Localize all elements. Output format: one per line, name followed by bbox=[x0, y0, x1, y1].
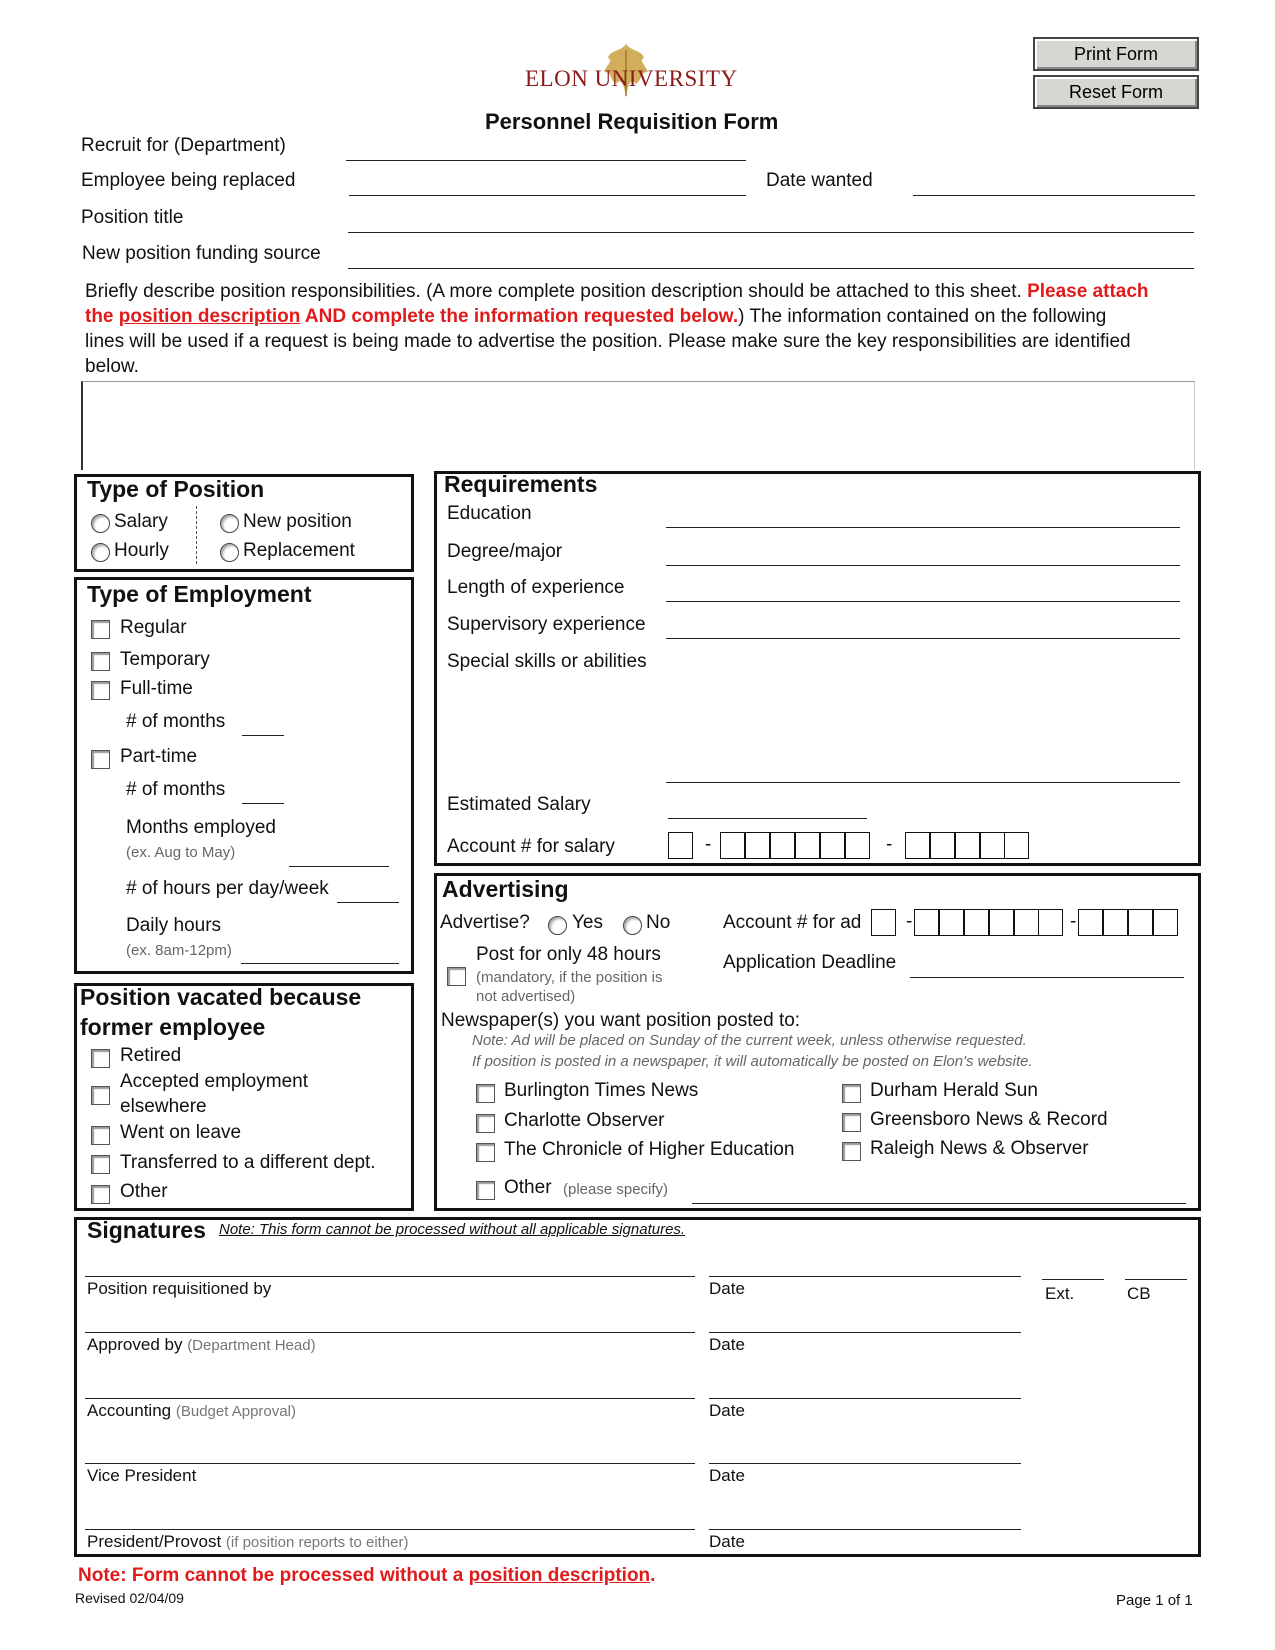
length-label: Length of experience bbox=[447, 577, 625, 598]
post-48-hint-1: (mandatory, if the position is bbox=[476, 969, 663, 986]
part-time-label: Part-time bbox=[120, 746, 198, 767]
page-number: Page 1 of 1 bbox=[1116, 1592, 1193, 1609]
salary-account-cell[interactable] bbox=[980, 832, 1005, 859]
signature-row-title: President/Provost bbox=[87, 1532, 222, 1551]
advertising-title: Advertising bbox=[442, 876, 569, 902]
date-label: Date bbox=[709, 1401, 745, 1420]
ad-account-cell[interactable] bbox=[1014, 909, 1039, 936]
application-deadline-field[interactable] bbox=[910, 977, 1184, 978]
newspapers-note-1: Note: Ad will be placed on Sunday of the current week, unless otherwise requested. bbox=[472, 1032, 1027, 1049]
special-skills-field[interactable] bbox=[666, 782, 1180, 783]
type-of-position-title: Type of Position bbox=[87, 476, 265, 502]
ad-account-cell[interactable] bbox=[871, 909, 896, 936]
account-dash-1: - bbox=[705, 834, 712, 855]
estimated-salary-field[interactable] bbox=[668, 818, 867, 819]
months-employed-label: Months employed bbox=[126, 817, 276, 838]
date-line[interactable] bbox=[709, 1463, 1021, 1464]
vacated-other-checkbox[interactable] bbox=[91, 1185, 110, 1204]
signature-line[interactable] bbox=[85, 1529, 695, 1530]
newspaper-checkbox[interactable] bbox=[476, 1084, 495, 1103]
position-title-field[interactable] bbox=[348, 232, 1194, 233]
regular-label: Regular bbox=[120, 617, 187, 638]
supervisory-label: Supervisory experience bbox=[447, 614, 646, 635]
vacated-title-1: Position vacated because bbox=[80, 984, 362, 1010]
department-field[interactable] bbox=[346, 160, 746, 161]
ad-account-cell[interactable] bbox=[1128, 909, 1153, 936]
temporary-checkbox[interactable] bbox=[91, 652, 110, 671]
signatures-section bbox=[74, 1217, 1201, 1557]
degree-label: Degree/major bbox=[447, 541, 563, 562]
special-skills-label: Special skills or abilities bbox=[447, 651, 647, 672]
post-48-hint-2: not advertised) bbox=[476, 988, 576, 1005]
description-paragraph bbox=[85, 279, 1195, 379]
hourly-label: Hourly bbox=[114, 540, 169, 561]
daily-hours-label: Daily hours bbox=[126, 915, 222, 936]
estimated-salary-label: Estimated Salary bbox=[447, 794, 591, 815]
footer-note-end: . bbox=[650, 1565, 656, 1586]
degree-field[interactable] bbox=[666, 565, 1180, 566]
ext-label: Ext. bbox=[1045, 1284, 1075, 1303]
transferred-label: Transferred to a different dept. bbox=[120, 1152, 376, 1173]
date-label: Date bbox=[709, 1466, 745, 1485]
position-divider bbox=[196, 506, 197, 564]
newspaper-label: Burlington Times News bbox=[504, 1080, 699, 1101]
vacated-title-2: former employee bbox=[80, 1014, 266, 1040]
salary-account-cell[interactable] bbox=[845, 832, 870, 859]
salary-label: Salary bbox=[114, 511, 168, 532]
ad-account-cell[interactable] bbox=[1103, 909, 1128, 936]
replaced-field[interactable] bbox=[349, 195, 746, 196]
post-48-hours-checkbox[interactable] bbox=[447, 967, 466, 986]
account-ad-label: Account # for ad bbox=[723, 912, 862, 933]
newspaper-label: Durham Herald Sun bbox=[870, 1080, 1038, 1101]
yes-label: Yes bbox=[572, 912, 603, 933]
ad-dash-2: - bbox=[1070, 911, 1077, 932]
date-wanted-field[interactable] bbox=[913, 195, 1195, 196]
salary-account-cell[interactable] bbox=[930, 832, 955, 859]
signature-row-label bbox=[87, 1335, 316, 1355]
ad-account-cell[interactable] bbox=[989, 909, 1014, 936]
daily-hours-field[interactable] bbox=[241, 963, 399, 964]
newspaper-label: Charlotte Observer bbox=[504, 1110, 665, 1131]
funding-label: New position funding source bbox=[82, 243, 321, 264]
post-48-label: Post for only 48 hours bbox=[476, 944, 661, 965]
regular-checkbox[interactable] bbox=[91, 620, 110, 639]
signature-row-label bbox=[87, 1532, 409, 1552]
newspapers-label: Newspaper(s) you want position posted to: bbox=[441, 1010, 801, 1031]
ad-account-cell[interactable] bbox=[1153, 909, 1178, 936]
education-label: Education bbox=[447, 503, 532, 524]
accepted-label-1: Accepted employment bbox=[120, 1071, 308, 1092]
description-text-4: below. bbox=[85, 356, 139, 377]
newspaper-label: Raleigh News & Observer bbox=[870, 1138, 1089, 1159]
newspaper-checkbox[interactable] bbox=[842, 1084, 861, 1103]
signature-row-hint: (Budget Approval) bbox=[175, 1403, 296, 1420]
signature-row-title: Accounting bbox=[87, 1401, 172, 1420]
signature-row-label: Position requisitioned by bbox=[87, 1279, 272, 1298]
retired-checkbox[interactable] bbox=[91, 1049, 110, 1068]
signature-line[interactable] bbox=[85, 1463, 695, 1464]
signatures-title: Signatures bbox=[87, 1217, 206, 1243]
went-on-leave-checkbox[interactable] bbox=[91, 1126, 110, 1145]
new-position-radio[interactable] bbox=[220, 514, 239, 533]
date-label: Date bbox=[709, 1335, 745, 1354]
education-field[interactable] bbox=[666, 527, 1180, 528]
newspaper-other-field[interactable] bbox=[692, 1203, 1186, 1204]
replacement-radio[interactable] bbox=[220, 543, 239, 562]
months-label-1: # of months bbox=[126, 711, 226, 732]
signature-row-label bbox=[87, 1401, 296, 1421]
months-field-1[interactable] bbox=[242, 735, 284, 736]
salary-account-cell[interactable] bbox=[820, 832, 845, 859]
newspaper-checkbox[interactable] bbox=[842, 1142, 861, 1161]
no-label: No bbox=[646, 912, 671, 933]
daily-hours-hint: (ex. 8am-12pm) bbox=[126, 942, 232, 959]
part-time-checkbox[interactable] bbox=[91, 750, 110, 769]
account-salary-label: Account # for salary bbox=[447, 836, 615, 857]
temporary-label: Temporary bbox=[120, 649, 210, 670]
position-title-label: Position title bbox=[81, 207, 184, 228]
date-label: Date bbox=[709, 1532, 745, 1551]
revised-date: Revised 02/04/09 bbox=[75, 1590, 184, 1606]
salary-account-cell[interactable] bbox=[795, 832, 820, 859]
cb-label: CB bbox=[1127, 1284, 1151, 1303]
footer-position-description-link[interactable]: position description bbox=[468, 1565, 651, 1586]
salary-account-cell[interactable] bbox=[905, 832, 930, 859]
salary-account-cell[interactable] bbox=[955, 832, 980, 859]
signature-row-hint: (if position reports to either) bbox=[225, 1534, 409, 1551]
length-field[interactable] bbox=[666, 601, 1180, 602]
requirements-title: Requirements bbox=[444, 471, 598, 497]
vacated-other-label: Other bbox=[120, 1181, 168, 1202]
logo-text: ELON UNIVERSITY bbox=[525, 66, 738, 91]
advertise-yes-radio[interactable] bbox=[548, 916, 567, 935]
newspapers-note-2: If position is posted in a newspaper, it will automatically be posted on Elon's website. bbox=[472, 1053, 1033, 1070]
newspaper-other-checkbox[interactable] bbox=[476, 1181, 495, 1200]
supervisory-field[interactable] bbox=[666, 638, 1180, 639]
cb-field[interactable] bbox=[1125, 1279, 1187, 1280]
newspaper-checkbox[interactable] bbox=[842, 1113, 861, 1132]
replaced-label: Employee being replaced bbox=[81, 170, 296, 191]
ad-account-cell[interactable] bbox=[939, 909, 964, 936]
funding-field[interactable] bbox=[348, 268, 1194, 269]
newspaper-other-label: Other bbox=[504, 1177, 552, 1198]
signatures-note: Note: This form cannot be processed without all applicable signatures. bbox=[219, 1221, 686, 1238]
salary-account-cell[interactable] bbox=[745, 832, 770, 859]
signature-row-title: Approved by bbox=[87, 1335, 183, 1354]
salary-radio[interactable] bbox=[91, 514, 110, 533]
hours-per-label: # of hours per day/week bbox=[126, 878, 329, 899]
attach-notice-cont: the bbox=[85, 306, 119, 327]
months-field-2[interactable] bbox=[242, 803, 284, 804]
date-label: Date bbox=[709, 1279, 745, 1298]
leave-label: Went on leave bbox=[120, 1122, 242, 1143]
date-line[interactable] bbox=[709, 1398, 1021, 1399]
hourly-radio[interactable] bbox=[91, 543, 110, 562]
ext-field[interactable] bbox=[1042, 1279, 1104, 1280]
description-text-3: lines will be used if a request is being made to advertise the position. Please make sure the key responsibilities are identified bbox=[85, 331, 1131, 352]
department-label: Recruit for (Department) bbox=[81, 135, 286, 156]
retired-label: Retired bbox=[120, 1045, 182, 1066]
print-form-button[interactable]: Print Form bbox=[1033, 37, 1199, 71]
position-description-link[interactable]: position description bbox=[118, 306, 301, 327]
salary-account-cell[interactable] bbox=[720, 832, 745, 859]
new-position-label: New position bbox=[243, 511, 352, 532]
ad-account-cell[interactable] bbox=[1078, 909, 1103, 936]
signature-row-label: Vice President bbox=[87, 1466, 197, 1485]
newspaper-checkbox[interactable] bbox=[476, 1143, 495, 1162]
months-employed-field[interactable] bbox=[289, 866, 389, 867]
ad-account-cell[interactable] bbox=[914, 909, 939, 936]
transferred-checkbox[interactable] bbox=[91, 1155, 110, 1174]
accepted-employment-checkbox[interactable] bbox=[91, 1086, 110, 1105]
newspaper-label: Greensboro News & Record bbox=[870, 1109, 1108, 1130]
newspaper-label: The Chronicle of Higher Education bbox=[504, 1139, 795, 1160]
full-time-label: Full-time bbox=[120, 678, 193, 699]
university-logo bbox=[520, 42, 740, 102]
responsibilities-textarea[interactable] bbox=[81, 381, 1195, 470]
date-line[interactable] bbox=[709, 1276, 1021, 1277]
salary-account-cell[interactable] bbox=[770, 832, 795, 859]
footer-note bbox=[78, 1565, 655, 1587]
date-line[interactable] bbox=[709, 1529, 1021, 1530]
account-dash-2: - bbox=[886, 834, 893, 855]
signature-line[interactable] bbox=[85, 1398, 695, 1399]
attach-notice-end: AND complete the information requested below. bbox=[300, 306, 739, 327]
hours-per-field[interactable] bbox=[337, 902, 399, 903]
attach-notice: Please attach bbox=[1027, 281, 1149, 302]
months-label-2: # of months bbox=[126, 779, 226, 800]
signature-line[interactable] bbox=[85, 1332, 695, 1333]
page-title: Personnel Requisition Form bbox=[485, 109, 779, 134]
newspaper-other-hint: (please specify) bbox=[563, 1181, 669, 1198]
accepted-label-2: elsewhere bbox=[120, 1096, 207, 1117]
salary-account-cell[interactable] bbox=[668, 832, 693, 859]
footer-note-text: Note: Form cannot be processed without a bbox=[78, 1565, 469, 1586]
date-line[interactable] bbox=[709, 1332, 1021, 1333]
signature-row-hint: (Department Head) bbox=[187, 1337, 316, 1354]
advertise-label: Advertise? bbox=[440, 912, 530, 933]
months-employed-hint: (ex. Aug to May) bbox=[126, 844, 236, 861]
date-wanted-label: Date wanted bbox=[766, 170, 873, 191]
ad-account-cell[interactable] bbox=[964, 909, 989, 936]
reset-form-button[interactable]: Reset Form bbox=[1033, 75, 1199, 109]
advertise-no-radio[interactable] bbox=[623, 916, 642, 935]
description-text: Briefly describe position responsibilities. (A more complete position description should be attached to this sheet. bbox=[85, 281, 1028, 302]
type-of-employment-title: Type of Employment bbox=[87, 581, 312, 607]
ad-dash-1: - bbox=[906, 911, 913, 932]
signature-line[interactable] bbox=[85, 1276, 695, 1277]
application-deadline-label: Application Deadline bbox=[723, 952, 897, 973]
salary-account-cell[interactable] bbox=[1004, 832, 1029, 859]
newspaper-checkbox[interactable] bbox=[476, 1114, 495, 1133]
full-time-checkbox[interactable] bbox=[91, 681, 110, 700]
replacement-label: Replacement bbox=[243, 540, 355, 561]
ad-account-cell[interactable] bbox=[1038, 909, 1063, 936]
description-text-2: ) The information contained on the following bbox=[738, 306, 1107, 327]
